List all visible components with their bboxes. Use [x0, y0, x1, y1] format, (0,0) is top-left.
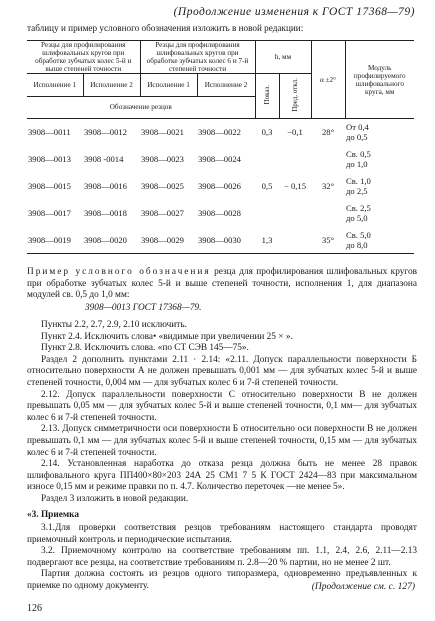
- module-line: Св. 1,0: [346, 176, 371, 186]
- table-cell: −0,1: [287, 127, 303, 138]
- header-pred-cell: [279, 74, 311, 119]
- module-line: до 0,5: [346, 132, 368, 143]
- intro-line: таблицу и пример условного обозначения изложить в новой редакции:: [27, 23, 304, 33]
- example-lead: Пример условного обозначения: [27, 267, 211, 277]
- header-isp1b: Исполнение 1: [140, 74, 197, 97]
- table-cell: 0,3: [261, 127, 273, 138]
- example-code: 3908—0013 ГОСТ 17368—79.: [85, 303, 202, 313]
- paragraph: 2.14. Установленная наработка до отказа резца должна быть не менее 28 правок шлифовального круга ПП400×80×203 24А 25 СМ1 7 5 К ГОСТ 2424—83 при максимальном износе 0,15 мм и режиме правки по п. 4.7. Количество переточек —не менее 5».: [27, 459, 417, 493]
- header-module: Модуль профилируемого шлифовального круга, мм: [345, 41, 414, 119]
- header-pred: Пред. откл.: [291, 78, 299, 112]
- table-cell: 3908—0028: [198, 208, 241, 218]
- paragraph: Пункт 2.4. Исключить слова• «видимые при увеличении 25 × ».: [41, 331, 293, 342]
- table-cell: 3908—0019: [28, 234, 71, 245]
- table-cell: − 0,15: [283, 181, 307, 191]
- table-cell: 3908—0029: [141, 234, 184, 245]
- module-line: до 5,0: [346, 213, 368, 223]
- header-designation: Обозначение резцов: [27, 96, 255, 119]
- body-text: [27, 320, 417, 593]
- table-cell: [255, 200, 279, 227]
- header-group-5: Резцы для профилирования шлифовальных кругов при обработке зубчатых колес 5-й и выше степеней точности: [35, 41, 132, 73]
- table-cell: 35°: [321, 234, 335, 245]
- table-cell: 3908—0015: [28, 181, 71, 191]
- paragraph: 3.2. Приемочному контролю на соответствие требованиям пп. 1.1, 2.4, 2.6, 2.11—2.13 подвергают все резцы, на соответствие требованиям п. 2.8—20 % партии, но не менее 2 шт.: [27, 546, 417, 568]
- header-group-67: Резцы для профилирования шлифовальных кругов при обработке зубчатых колес 6 и 7-й степеней точности: [140, 41, 255, 74]
- module-line: до 8,0: [346, 239, 368, 250]
- paragraph: Партия должна состоять из резцов одного типоразмера, одновременно предъявленных к приемке по одному документу.: [27, 569, 417, 592]
- table-cell: 3908—0024: [198, 154, 241, 164]
- module-line: до 2,5: [346, 186, 368, 196]
- table-cell: [255, 146, 279, 173]
- table-cell: 3908—0020: [84, 234, 127, 245]
- table-cell: [311, 146, 345, 173]
- table-cell: [311, 200, 345, 227]
- paragraph: 2.12. Допуск параллельности поверхности С относительно поверхности В не должен превышать 0,05 мм — для зубчатых колес 5-й и выше степеней точности, 0,1 мм— для зубчатых колес 6 и 7-й степеней точности.: [27, 389, 417, 423]
- table-cell: 3908—0022: [198, 127, 241, 138]
- section-title: «3. Приемка: [27, 509, 80, 520]
- table-cell: [345, 119, 414, 146]
- table-cell: 3908—0013: [28, 154, 71, 164]
- table-cell: 28°: [321, 127, 335, 138]
- module-line: Св. 5,0: [346, 229, 371, 240]
- header-isp2b: Исполнение 2: [197, 74, 255, 97]
- header-h: h, мм: [255, 41, 311, 74]
- example-rest: резца для профилирования шлифовальных кругов при обработке зубчатых колес 5-й и выше степеней точности, исполнения 1, для диапазона модулей св. 0,5 до 1,0 мм:: [27, 267, 417, 301]
- cutters-table: [27, 40, 414, 254]
- paragraph: Пункт 2.8. Исключить слова. «по СТ СЭВ 145—75».: [41, 343, 249, 354]
- module-line: Св. 2,5: [346, 203, 371, 213]
- table-cell: 3908—0030: [198, 234, 241, 245]
- page-number: 126: [27, 603, 42, 614]
- table-cell: 3908—0027: [141, 208, 184, 218]
- table-cell: [345, 227, 414, 254]
- page-header: (Продолжение изменения к ГОСТ 17368—79): [173, 6, 415, 18]
- table-cell: 3908 -0014: [84, 154, 124, 164]
- header-pokaz: Показ.: [263, 85, 271, 105]
- header-isp1: Исполнение 1: [27, 74, 83, 97]
- example-paragraph: [27, 267, 417, 302]
- table-cell: [279, 227, 311, 254]
- table-cell: [279, 146, 311, 173]
- table-cell: 3908—0011: [28, 127, 71, 138]
- module-line: Св. 0,5: [346, 149, 371, 159]
- module-line: От 0,4: [346, 122, 369, 133]
- table-cell: 3908—0026: [198, 181, 241, 191]
- table-cell: [279, 200, 311, 227]
- module-line: до 1,0: [346, 159, 368, 169]
- table-cell: 1,3: [261, 234, 273, 245]
- table-cell: 3908—0012: [84, 127, 127, 138]
- table-cell: 3908—0023: [141, 154, 184, 164]
- header-pokaz-cell: [255, 74, 279, 119]
- table-cell: 32°: [321, 181, 335, 191]
- table-cell: 3908—0021: [141, 127, 184, 138]
- paragraph: 3.1.Для проверки соответствия резцов требованиям настоящего стандарта проводят приемочный контроль и периодические испытания.: [27, 523, 417, 545]
- table-cell: [345, 146, 414, 173]
- table-cell: 3908—0025: [141, 181, 184, 191]
- table-cell: [345, 200, 414, 227]
- table-cell: 0,5: [261, 181, 273, 191]
- table-cell: 3908—0016: [84, 181, 127, 191]
- paragraph: Раздел 2 дополнить пунктами 2.11 · 2.14: «2.11. Допуск параллельности поверхности Б относительно поверхности А не должен превышать 0,001 мм — для зубчатых колес 5-й и выше степеней точности, 0,004 мм — для зубчатых колес 6 и 7-й степеней точности.: [27, 354, 417, 388]
- header-isp2: Исполнение 2: [83, 74, 140, 97]
- continuation-note: (Продолжение см. с. 127): [311, 582, 415, 592]
- table-cell: 3908—0018: [84, 208, 127, 218]
- paragraph: Раздел 3 изложить в новой редакции.: [41, 493, 189, 504]
- header-alpha: α ±2°: [311, 41, 345, 119]
- paragraph: Пункты 2.2, 2.7, 2.9, 2.10 исключить.: [41, 320, 187, 330]
- table-cell: 3908—0017: [28, 208, 71, 218]
- paragraph: 2.13. Допуск симметричности оси поверхности Б относительно оси поверхности В не должен превышать 0,1 мм — для зубчатых колес 5-й и выше степеней точности, 0,15 мм — для зубчатых колес 6 и 7-й степеней точности.: [27, 424, 417, 458]
- table-cell: [345, 173, 414, 200]
